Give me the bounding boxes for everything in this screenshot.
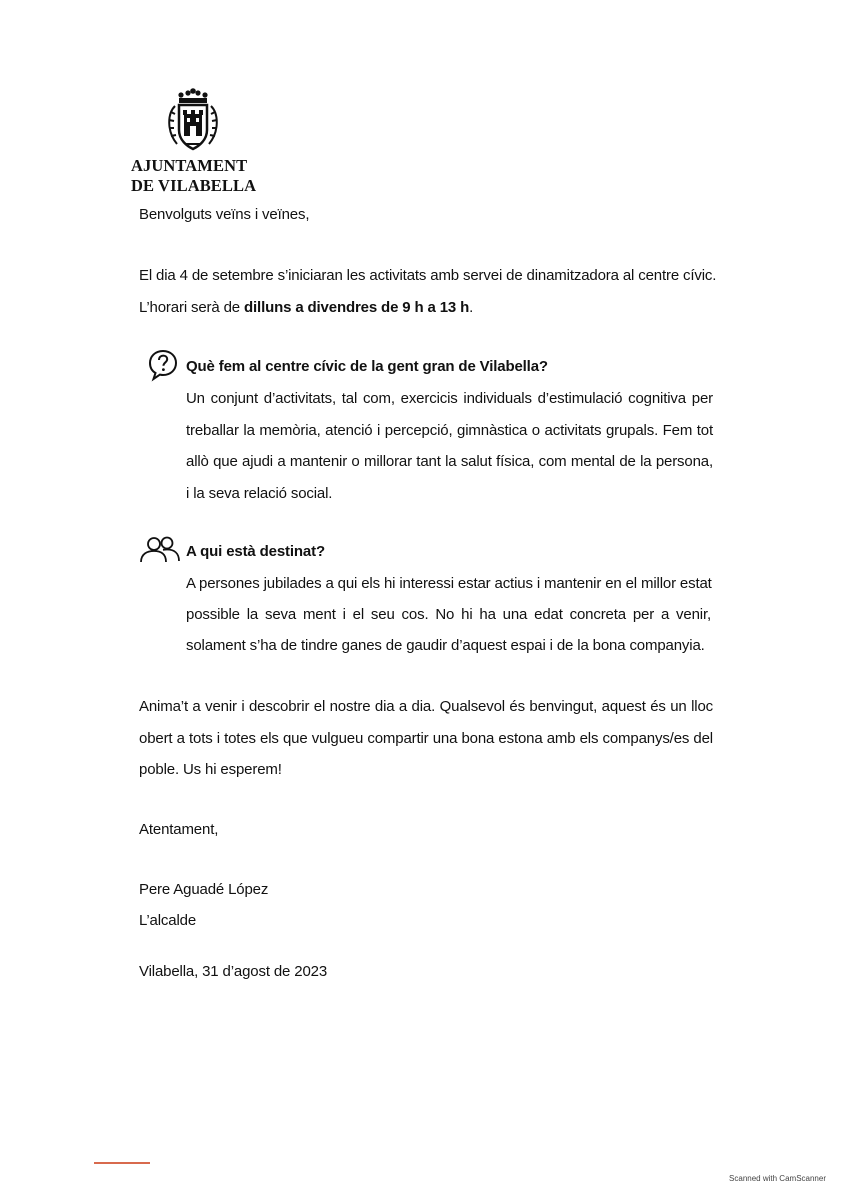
section-who-line-3: solament s’ha de tindre ganes de gaudir d’aquest espai i de la bona companyia. [186, 637, 705, 654]
scan-edge-mark [94, 1162, 150, 1164]
section-what-line-3: allò que ajudi a mantenir o millorar tant la salut física, com mental de la persona, [186, 453, 713, 470]
section-what-heading: Què fem al centre cívic de la gent gran de Vilabella? [186, 358, 548, 375]
closing-line-3: poble. Us hi esperem! [139, 761, 282, 778]
signatory-title: L’alcalde [139, 912, 197, 929]
section-what-line-4: i la seva relació social. [186, 485, 333, 502]
coat-of-arms-icon [163, 88, 223, 154]
closing-line-1: Anima’t a venir i descobrir el nostre dia a dia. Qualsevol és benvingut, aquest és un lloc [139, 698, 713, 715]
place-and-date: Vilabella, 31 d’agost de 2023 [139, 963, 328, 980]
section-who-line-1: A persones jubilades a qui els hi interessi estar actius i mantenir en el millor estat [186, 575, 712, 592]
section-who-line-2: possible la seva ment i el seu cos. No hi ha una edat concreta per a venir, [186, 606, 711, 623]
closing-line-2: obert a tots i totes els que vulgueu compartir una bona estona amb els companys/es del [139, 730, 713, 747]
scanner-watermark: Scanned with CamScanner [729, 1174, 826, 1183]
intro-line-1: El dia 4 de setembre s’iniciaran les activitats amb servei de dinamitzadora al centre cívic. [139, 267, 717, 284]
section-what-line-2: treballar la memòria, atenció i percepció, gimnàstica o activitats grupals. Fem tot [186, 422, 713, 439]
schedule-suffix: . [469, 299, 474, 316]
intro-line-2 [139, 298, 473, 318]
organization-name-line1: AJUNTAMENT [131, 156, 248, 175]
signatory-name: Pere Aguadé López [139, 881, 269, 898]
people-icon [139, 535, 181, 565]
sign-off: Atentament, [139, 821, 219, 838]
organization-name-line2: DE VILABELLA [131, 176, 257, 195]
organization-name [131, 156, 256, 196]
greeting: Benvolguts veïns i veïnes, [139, 206, 310, 223]
section-what-line-1: Un conjunt d’activitats, tal com, exercicis individuals d’estimulació cognitiva per [186, 390, 713, 407]
question-bubble-icon [147, 348, 179, 382]
section-who-heading: A qui està destinat? [186, 543, 325, 560]
schedule-hours: dilluns a divendres de 9 h a 13 h [244, 299, 470, 316]
schedule-prefix: L’horari serà de [139, 299, 245, 316]
